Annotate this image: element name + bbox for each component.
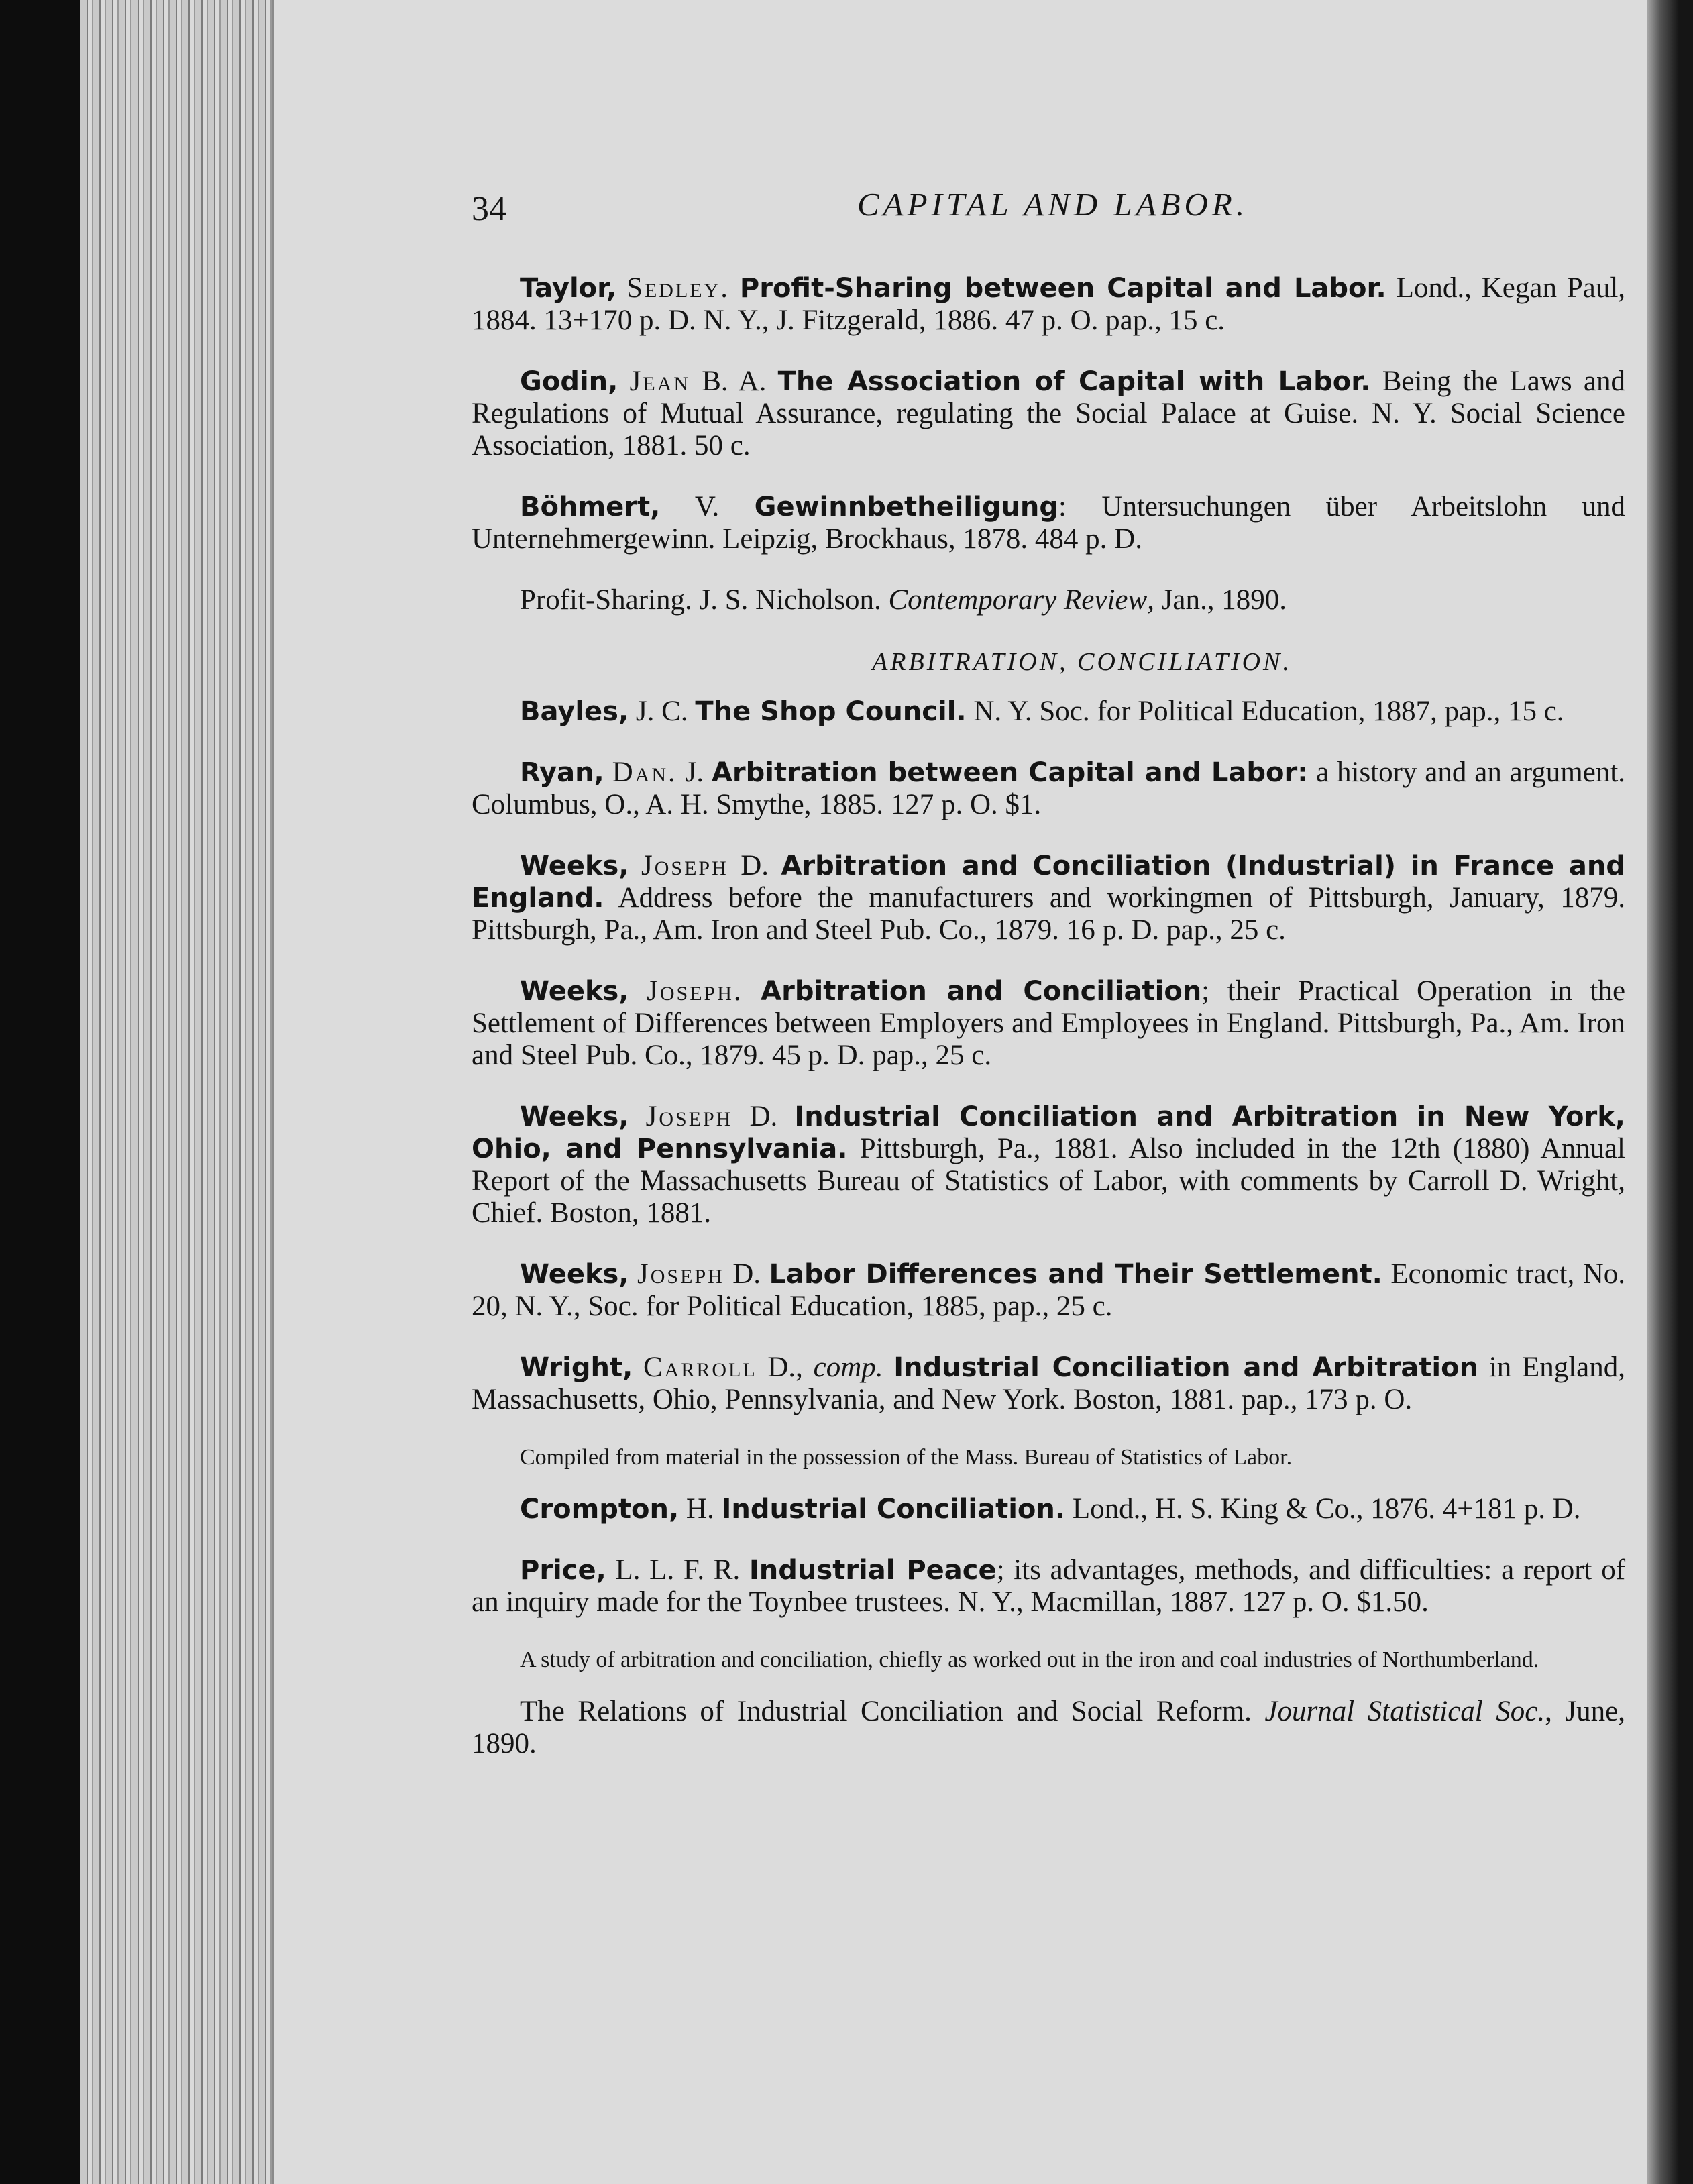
bib-entry: Taylor, Sedley. Profit-Sharing between Capital and Labor. Lond., Kegan Paul, 1884. 13+170 p. D. N. Y., J. Fitzgerald, 1886. 47 p. O. pap., 15 c. (472, 272, 1626, 336)
running-header (472, 176, 1625, 236)
page-number: 34 (472, 190, 506, 228)
bib-entry: Profit-Sharing. J. S. Nicholson. Contemporary Review, Jan., 1890. (520, 584, 1287, 616)
bib-entry: The Relations of Industrial Conciliation and Social Reform. Journal Statistical Soc., June, 1890. (472, 1696, 1625, 1759)
bib-entry: Weeks, Joseph D. Labor Differences and Their Settlement. Economic tract, No. 20, N. Y., Soc. for Political Education, 1885, pap., 25 c. (472, 1258, 1626, 1322)
annotation-note: Compiled from material in the possession of the Mass. Bureau of Statistics of Labor. (520, 1445, 1293, 1470)
page-stack-edges (80, 0, 282, 2184)
running-title: CAPITAL AND LABOR. (857, 186, 1249, 223)
bib-entry: Godin, Jean B. A. The Association of Capital with Labor. Being the Laws and Regulations of Mutual Assurance, regulating the Social Palace at Guise. N. Y. Social Science Association, 1881. 50 c. (472, 366, 1625, 461)
annotation-note: A study of arbitration and conciliation, chiefly as worked out in the iron and coal industries of Northumberland. (520, 1647, 1539, 1672)
bib-entry: Price, L. L. F. R. Industrial Peace; its advantages, methods, and difficulties: a report of an inquiry made for the Toynbee trustees. N. Y., Macmillan, 1887. 127 p. O. $1.50. (472, 1554, 1626, 1618)
bib-entry: Weeks, Joseph. Arbitration and Conciliation; their Practical Operation in the Settlement of Differences between Employers and Employees in England. Pittsburgh, Pa., Am. Iron and Steel Pub. Co., 1879. 45 p. D. pap., 25 c. (472, 975, 1626, 1071)
bib-entry: Crompton, H. Industrial Conciliation. Lond., H. S. King & Co., 1876. 4+181 p. D. (520, 1493, 1581, 1525)
bib-entry: Ryan, Dan. J. Arbitration between Capital and Labor: a history and an argument. Columbus, O., A. H. Smythe, 1885. 127 p. O. $1. (472, 757, 1626, 820)
bib-entry: Weeks, Joseph D. Industrial Conciliation and Arbitration in New York, Ohio, and Pennsylvania. Pittsburgh, Pa., 1881. Also included in the 12th (1880) Annual Report of the Massachusetts Bureau of Statistics of Labor, with comments by Carroll D. Wright, Chief. Boston, 1881. (472, 1101, 1626, 1229)
page-gutter-shadow (1647, 0, 1693, 2184)
bib-entry: Wright, Carroll D., comp. Industrial Conciliation and Arbitration in England, Massachusetts, Ohio, Pennsylvania, and New York. Boston, 1881. pap., 173 p. O. (472, 1352, 1626, 1415)
bib-entry: Böhmert, V. Gewinnbetheiligung: Untersuchungen über Arbeitslohn und Unternehmergewinn. Leipzig, Brockhaus, 1878. 484 p. D. (472, 491, 1626, 555)
bib-entry: Weeks, Joseph D. Arbitration and Conciliation (Industrial) in France and England. Address before the manufacturers and workingmen of Pittsburgh, January, 1879. Pittsburgh, Pa., Am. Iron and Steel Pub. Co., 1879. 16 p. D. pap., 25 c. (472, 850, 1625, 946)
page-content (472, 176, 1625, 1789)
section-heading: ARBITRATION, CONCILIATION. (872, 648, 1292, 676)
bib-entry: Bayles, J. C. The Shop Council. N. Y. Soc. for Political Education, 1887, pap., 15 c. (520, 696, 1564, 727)
